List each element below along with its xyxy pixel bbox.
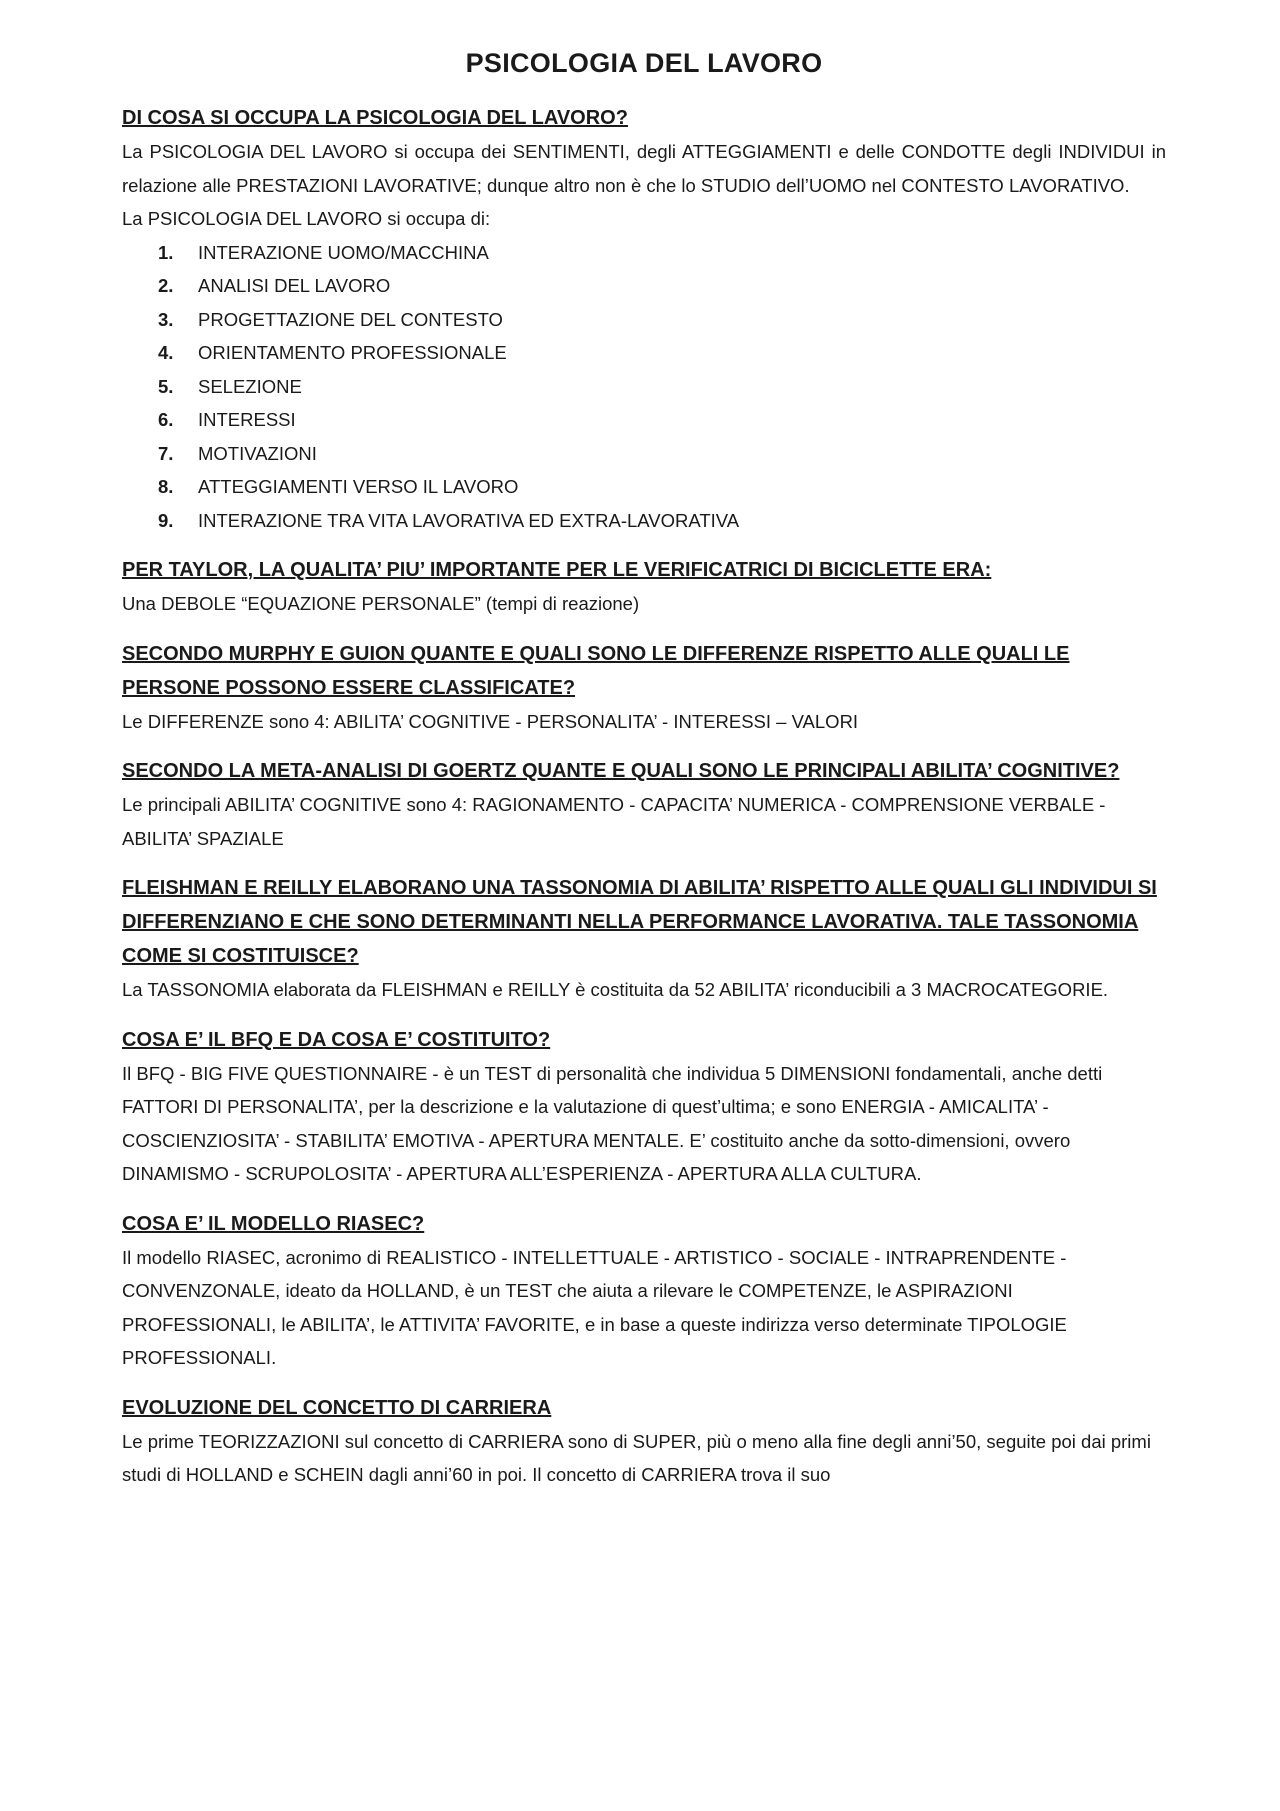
list-text: ANALISI DEL LAVORO — [198, 275, 391, 296]
section-answer: Una DEBOLE “EQUAZIONE PERSONALE” (tempi di reazione) — [122, 593, 640, 614]
section-taylor — [122, 553, 1166, 621]
section-heading: COSA E’ IL BFQ E DA COSA E’ COSTITUITO? — [122, 1028, 551, 1051]
section-heading: PER TAYLOR, LA QUALITA’ PIU’ IMPORTANTE PER LE VERIFICATRICI DI BICICLETTE ERA: — [122, 559, 992, 581]
section-goertz — [122, 754, 1166, 855]
list-item — [158, 470, 1166, 504]
list-item — [158, 437, 1166, 471]
list-text: INTERAZIONE TRA VITA LAVORATIVA ED EXTRA-LAVORATIVA — [198, 509, 740, 531]
list-number: 6. — [158, 409, 174, 430]
list-text: MOTIVAZIONI — [198, 442, 317, 464]
section-answer: Le prime TEORIZZAZIONI sul concetto di CARRIERA sono di SUPER, più o meno alla fine degli anni’50, seguite poi dai primi studi di HOLLAND e SCHEIN dagli anni’60 in poi. Il concetto di CARRIERA trova il suo — [122, 1430, 1151, 1485]
section-fleishman-reilly — [122, 871, 1166, 1007]
section-heading: COSA E’ IL MODELLO RIASEC? — [122, 1212, 425, 1235]
list-item — [158, 303, 1166, 337]
section-answer: Il modello RIASEC, acronimo di REALISTICO - INTELLETTUALE - ARTISTICO - SOCIALE - INTRAPRENDENTE - CONVENZONALE, ideato da HOLLAND, è un TEST che aiuta a rilevare le COMPETENZE, le ASPIRAZIONI PROFESSIONALI, le ABILITA’, le ATTIVITA’ FAVORITE, e in base a queste indirizza verso determinate TIPOLOGIE PROFESSIONALI. — [122, 1246, 1067, 1368]
section-ambito — [122, 101, 1166, 537]
section-riasec — [122, 1207, 1166, 1375]
list-number: 7. — [158, 442, 174, 464]
document-title: PSICOLOGIA DEL LAVORO — [465, 48, 823, 78]
section-heading: SECONDO LA META-ANALISI DI GOERTZ QUANTE E QUALI SONO LE PRINCIPALI ABILITA’ COGNITIVE? — [122, 760, 1120, 782]
section-heading: SECONDO MURPHY E GUION QUANTE E QUALI SONO LE DIFFERENZE RISPETTO ALLE QUALI LE PERSONE POSSONO ESSERE CLASSIFICATE? — [122, 642, 1070, 699]
list-item — [158, 504, 1166, 538]
section-paragraph: La PSICOLOGIA DEL LAVORO si occupa di: — [122, 208, 491, 229]
topics-list — [122, 236, 1166, 538]
list-number: 8. — [158, 476, 174, 497]
section-answer: Le principali ABILITA’ COGNITIVE sono 4: RAGIONAMENTO - CAPACITA’ NUMERICA - COMPRENSIONE VERBALE - ABILITA’ SPAZIALE — [122, 794, 1106, 849]
list-text: SELEZIONE — [198, 375, 302, 397]
section-murphy-guion — [122, 637, 1166, 739]
list-number: 3. — [158, 308, 174, 330]
section-carriera — [122, 1391, 1166, 1492]
list-item — [158, 336, 1166, 370]
section-heading: EVOLUZIONE DEL CONCETTO DI CARRIERA — [122, 1396, 552, 1419]
list-number: 9. — [158, 509, 174, 531]
section-paragraph: La PSICOLOGIA DEL LAVORO si occupa dei SENTIMENTI, degli ATTEGGIAMENTI e delle CONDOTTE degli INDIVIDUI in relazione alle PRESTAZIONI LAVORATIVE; dunque altro non è che lo STUDIO dell’UOMO nel CONTESTO LAVORATIVO. — [122, 141, 1166, 196]
section-answer: Il BFQ - BIG FIVE QUESTIONNAIRE - è un TEST di personalità che individua 5 DIMENSIONI fondamentali, anche detti FATTORI DI PERSONALITA’, per la descrizione e la valutazione di quest’ultima; e sono ENERGIA - AMICALITA’ - COSCIENZIOSITA’ - STABILITA’ EMOTIVA - APERTURA MENTALE. E’ costituito anche da sotto-dimensioni, ovvero DINAMISMO - SCRUPOLOSITA’ - APERTURA ALL’ESPERIENZA - APERTURA ALLA CULTURA. — [122, 1062, 1103, 1184]
list-item — [158, 403, 1166, 437]
list-text: ORIENTAMENTO PROFESSIONALE — [198, 342, 507, 363]
list-text: PROGETTAZIONE DEL CONTESTO — [198, 308, 503, 330]
list-text: INTERAZIONE UOMO/MACCHINA — [198, 241, 489, 263]
list-number: 2. — [158, 275, 174, 296]
section-heading: FLEISHMAN E REILLY ELABORANO UNA TASSONOMIA DI ABILITA’ RISPETTO ALLE QUALI GLI INDIVIDUI SI DIFFERENZIANO E CHE SONO DETERMINANTI NELLA PERFORMANCE LAVORATIVA. TALE TASSONOMIA COME SI COSTITUISCE? — [122, 877, 1157, 967]
list-number: 4. — [158, 342, 174, 363]
section-bfq — [122, 1023, 1166, 1191]
list-number: 1. — [158, 241, 174, 263]
section-answer: La TASSONOMIA elaborata da FLEISHMAN e REILLY è costituita da 52 ABILITA’ riconducibili a 3 MACROCATEGORIE. — [122, 979, 1109, 1000]
section-answer: Le DIFFERENZE sono 4: ABILITA’ COGNITIVE - PERSONALITA’ - INTERESSI – VALORI — [122, 710, 859, 732]
list-number: 5. — [158, 375, 174, 397]
list-item — [158, 236, 1166, 270]
list-text: ATTEGGIAMENTI VERSO IL LAVORO — [198, 476, 519, 497]
section-heading: DI COSA SI OCCUPA LA PSICOLOGIA DEL LAVORO? — [122, 107, 628, 129]
list-item — [158, 269, 1166, 303]
list-item — [158, 370, 1166, 404]
list-text: INTERESSI — [198, 409, 296, 430]
